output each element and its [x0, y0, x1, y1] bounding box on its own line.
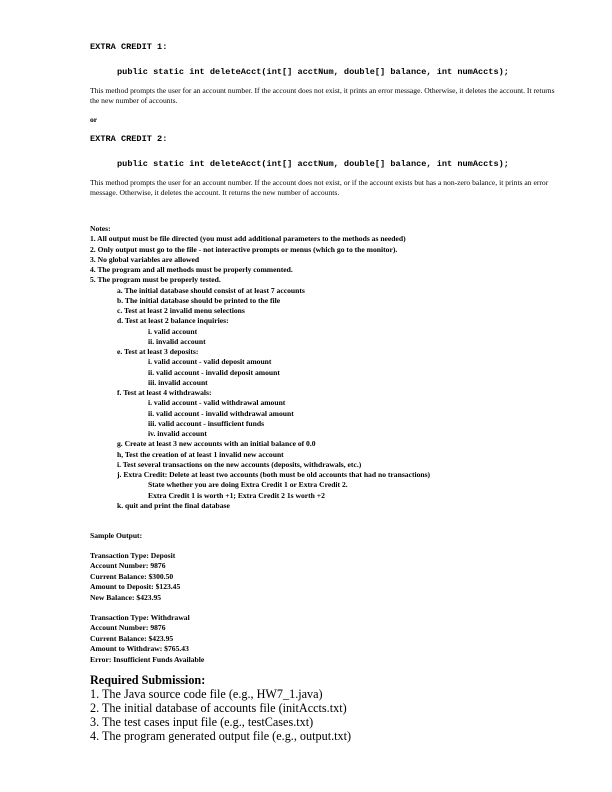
test-item: k. quit and print the final database — [117, 500, 230, 510]
extra-credit-1-signature: public static int deleteAcct(int[] acctNum, double[] balance, int numAccts); — [117, 67, 509, 77]
or-label: or — [90, 115, 98, 124]
test-subitem: i. valid account - valid withdrawal amount — [148, 398, 286, 408]
test-item: i. Test several transactions on the new accounts (deposits, withdrawals, etc.) — [117, 459, 362, 469]
sample-line: Account Number: 9876 — [90, 623, 166, 633]
test-item: b. The initial database should be printed to the file — [117, 295, 281, 305]
test-subitem: i. valid account — [148, 326, 198, 336]
test-subitem: ii. invalid account — [148, 336, 206, 346]
submission-item: 3. The test cases input file (e.g., testCases.txt) — [90, 715, 314, 730]
sample-line: Error: Insufficient Funds Available — [90, 654, 205, 664]
extra-credit-2-heading: EXTRA CREDIT 2: — [90, 134, 168, 144]
sample-line: Amount to Withdraw: $765.43 — [90, 644, 189, 654]
required-submission-title: Required Submission: — [90, 673, 206, 688]
test-item: g. Create at least 3 new accounts with an initial balance of 0.0 — [117, 439, 316, 449]
sample-line: New Balance: $423.95 — [90, 592, 162, 602]
extra-credit-1-heading: EXTRA CREDIT 1: — [90, 42, 168, 52]
withdrawal-sample — [90, 613, 560, 665]
submission-item: 2. The initial database of accounts file (initAccts.txt) — [90, 701, 347, 716]
test-subitem: i. valid account - valid deposit amount — [148, 357, 272, 367]
test-subitem: iii. valid account - insufficient funds — [148, 418, 265, 428]
note-item: 4. The program and all methods must be properly commented. — [90, 265, 293, 274]
extra-credit-2-section — [90, 134, 560, 198]
sample-line: Account Number: 9876 — [90, 561, 166, 571]
extra-credit-1-section — [90, 42, 560, 106]
test-item: j. Extra Credit: Delete at least two accounts (both must be old accounts that had no transactions) — [117, 470, 431, 479]
test-item: h, Test the creation of at least 1 invalid new account — [117, 449, 284, 459]
required-submission-section — [90, 673, 560, 743]
sample-output-title: Sample Output: — [90, 531, 143, 540]
note-item: 5. The program must be properly tested. — [90, 275, 221, 285]
notes-title: Notes: — [90, 224, 111, 233]
sample-line: Transaction Type: Deposit — [90, 551, 176, 560]
test-subitem: iii. invalid account — [148, 377, 208, 387]
test-item: e. Test at least 3 deposits: — [117, 347, 199, 356]
note-item: 3. No global variables are allowed — [90, 254, 200, 264]
document-page — [90, 42, 560, 743]
test-item: f. Test at least 4 withdrawals: — [117, 388, 212, 397]
test-subitem: Extra Credit 1 is worth +1; Extra Credit 2 1s worth +2 — [148, 490, 325, 500]
test-item: c. Test at least 2 invalid menu selections — [117, 306, 245, 315]
notes-section — [90, 224, 560, 511]
test-item: d. Test at least 2 balance inquiries: — [117, 316, 229, 326]
deposit-sample — [90, 551, 560, 603]
note-item: 2. Only output must go to the file - not interactive prompts or menus (which go to the monitor). — [90, 244, 398, 254]
test-subitem: State whether you are doing Extra Credit 1 or Extra Credit 2. — [148, 480, 348, 490]
test-subitem: ii. valid account - invalid withdrawal amount — [148, 408, 294, 418]
sample-output-section — [90, 531, 560, 665]
sample-line: Amount to Deposit: $123.45 — [90, 582, 181, 592]
sample-line: Current Balance: $300.50 — [90, 571, 174, 581]
extra-credit-2-signature: public static int deleteAcct(int[] acctNum, double[] balance, int numAccts); — [117, 159, 509, 169]
extra-credit-2-description: This method prompts the user for an account number. If the account does not exist, or if the account exists but has a non-zero balance, it prints an error message. Otherwise, it deletes the account. It returns the new number of accounts. — [90, 178, 549, 197]
test-subitem: iv. invalid account — [148, 429, 207, 438]
sample-line: Current Balance: $423.95 — [90, 633, 174, 643]
extra-credit-1-description: This method prompts the user for an account number. If the account does not exist, it prints an error message. Otherwise, it deletes the account. It returns the new number of accounts. — [90, 86, 555, 105]
sample-line: Transaction Type: Withdrawal — [90, 613, 190, 623]
submission-item: 1. The Java source code file (e.g., HW7_1.java) — [90, 687, 323, 702]
test-subitem: ii. valid account - invalid deposit amount — [148, 367, 280, 377]
note-item: 1. All output must be file directed (you must add additional parameters to the methods as needed) — [90, 234, 406, 244]
submission-item: 4. The program generated output file (e.g., output.txt) — [90, 729, 352, 744]
test-item: a. The initial database should consist of at least 7 accounts — [117, 285, 305, 295]
